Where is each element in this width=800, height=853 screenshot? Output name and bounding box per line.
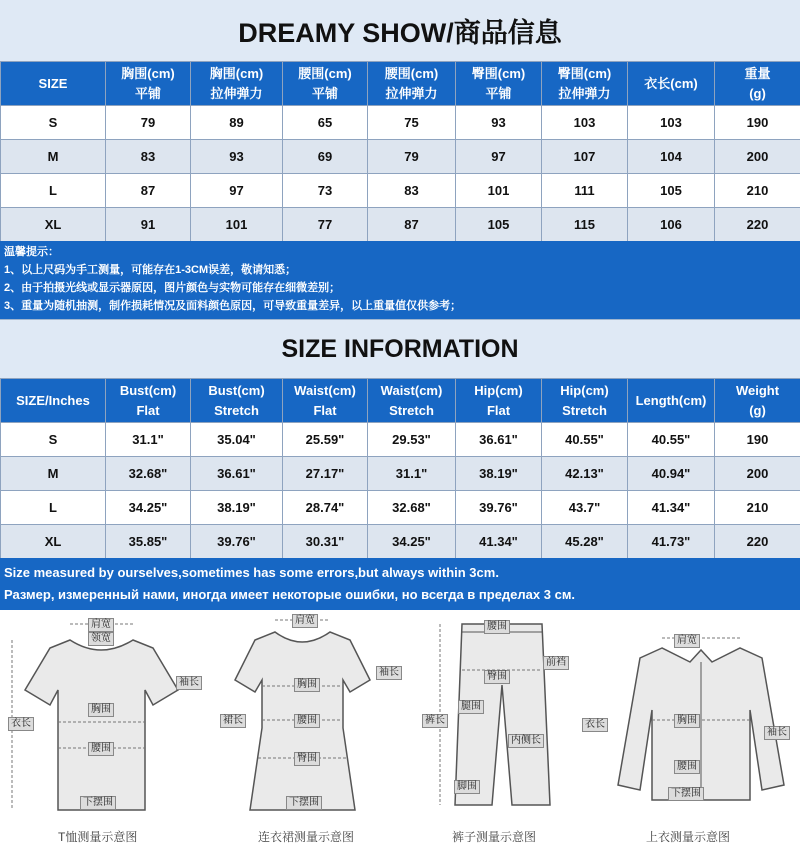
notes-en <box>0 558 800 610</box>
table-row <box>1 423 800 457</box>
table-cell: 32.68" <box>368 491 456 525</box>
page-title-cn: DREAMY SHOW/商品信息 <box>238 18 562 48</box>
dress-label-chest: 胸围 <box>294 678 320 692</box>
table-cell: 40.94" <box>628 457 715 491</box>
pants-diagram <box>400 610 600 853</box>
table-cell: 83 <box>106 140 191 174</box>
table-cell: 83 <box>368 174 456 208</box>
table-cell: 87 <box>368 208 456 242</box>
table-cell: 107 <box>542 140 628 174</box>
note-line: Размер, измеренный нами, иногда имеет некоторые ошибки, но всегда в пределах 3 см. <box>4 587 576 602</box>
title-band-cn <box>0 0 800 62</box>
dress-label-sleeve: 袖长 <box>376 666 402 680</box>
table-cell: 39.76" <box>191 525 283 559</box>
tshirt-label-shoulder: 肩宽 <box>88 618 114 632</box>
table-row <box>1 525 800 559</box>
header-cell: Hip(cm) Stretch <box>542 379 628 423</box>
table-cell: 79 <box>106 106 191 140</box>
table-row <box>1 208 800 242</box>
header-cell: 腰围(cm) 平铺 <box>283 62 368 106</box>
table-cell: 89 <box>191 106 283 140</box>
tshirt-label-sleeve: 袖长 <box>176 676 202 690</box>
header-cell: Waist(cm) Flat <box>283 379 368 423</box>
table-cell: 115 <box>542 208 628 242</box>
tshirt-label-neck: 领宽 <box>88 632 114 646</box>
pants-label-waist: 腰围 <box>484 620 510 634</box>
header-cell: Length(cm) <box>628 379 715 423</box>
tshirt-label-chest: 胸围 <box>88 703 114 717</box>
table-cell: 39.76" <box>456 491 542 525</box>
measurement-diagrams <box>0 610 800 853</box>
header-cell: 重量 (g) <box>715 62 800 106</box>
tshirt-label-hem: 下摆围 <box>80 796 116 810</box>
table-cell: 106 <box>628 208 715 242</box>
header-cell: Hip(cm) Flat <box>456 379 542 423</box>
table-cell: 87 <box>106 174 191 208</box>
table-cell: 69 <box>283 140 368 174</box>
table-cell: XL <box>1 525 106 559</box>
header-cell: Waist(cm) Stretch <box>368 379 456 423</box>
table-row <box>1 174 800 208</box>
pants-label-length: 裤长 <box>422 714 448 728</box>
table-cell: 29.53" <box>368 423 456 457</box>
table-row <box>1 106 800 140</box>
table-cell: 200 <box>715 140 800 174</box>
header-cell: 胸围(cm) 平铺 <box>106 62 191 106</box>
jacket-label-hem: 下摆围 <box>668 787 704 801</box>
notes-cn <box>0 241 800 319</box>
table-header-row <box>1 62 800 106</box>
table-cell: 35.85" <box>106 525 191 559</box>
table-cell: S <box>1 423 106 457</box>
title-band-en <box>0 319 800 380</box>
table-cell: 41.34" <box>628 491 715 525</box>
jacket-label-sleeve: 袖长 <box>764 726 790 740</box>
note-line: 3、重量为随机抽测，制作损耗情况及面料颜色原因，可导致重量差异，以上重量值仅供参考； <box>4 300 462 312</box>
jacket-label-length: 衣长 <box>582 718 608 732</box>
table-cell: S <box>1 106 106 140</box>
table-cell: 105 <box>628 174 715 208</box>
table-cell: 34.25" <box>368 525 456 559</box>
header-cell: SIZE/Inches <box>1 379 106 423</box>
table-cell: 28.74" <box>283 491 368 525</box>
table-cell: 42.13" <box>542 457 628 491</box>
pants-label-inseam: 内侧长 <box>508 734 544 748</box>
table-cell: 220 <box>715 525 800 559</box>
header-cell: 臀围(cm) 平铺 <box>456 62 542 106</box>
size-table-en <box>0 378 800 559</box>
table-cell: 93 <box>456 106 542 140</box>
table-cell: 73 <box>283 174 368 208</box>
pants-label-thigh: 腿围 <box>458 700 484 714</box>
table-row <box>1 140 800 174</box>
dress-label-length: 裙长 <box>220 714 246 728</box>
table-cell: 36.61" <box>456 423 542 457</box>
header-cell: 胸围(cm) 拉伸弹力 <box>191 62 283 106</box>
pants-label-leg-opening: 脚围 <box>454 780 480 794</box>
table-cell: 104 <box>628 140 715 174</box>
table-cell: 190 <box>715 423 800 457</box>
header-cell: Bust(cm) Stretch <box>191 379 283 423</box>
table-cell: 105 <box>456 208 542 242</box>
table-cell: 25.59" <box>283 423 368 457</box>
header-cell: SIZE <box>1 62 106 106</box>
table-cell: L <box>1 491 106 525</box>
pants-label-hip: 臀围 <box>484 670 510 684</box>
table-cell: 40.55" <box>628 423 715 457</box>
pants-label-front-rise: 前裆 <box>543 656 569 670</box>
table-cell: 79 <box>368 140 456 174</box>
table-cell: 97 <box>191 174 283 208</box>
table-cell: 32.68" <box>106 457 191 491</box>
table-cell: 210 <box>715 174 800 208</box>
table-cell: 103 <box>542 106 628 140</box>
table-row <box>1 457 800 491</box>
dress-caption: 连衣裙测量示意图 <box>258 830 355 844</box>
jacket-label-shoulder: 肩宽 <box>674 634 700 648</box>
table-cell: 77 <box>283 208 368 242</box>
table-cell: 111 <box>542 174 628 208</box>
table-cell: 35.04" <box>191 423 283 457</box>
table-cell: 34.25" <box>106 491 191 525</box>
dress-label-hem: 下摆围 <box>286 796 322 810</box>
dress-label-waist: 腰围 <box>294 714 320 728</box>
table-cell: 101 <box>191 208 283 242</box>
tshirt-diagram <box>0 610 200 853</box>
table-cell: 190 <box>715 106 800 140</box>
table-cell: XL <box>1 208 106 242</box>
table-cell: M <box>1 140 106 174</box>
note-line: 1、以上尺码为手工测量，可能存在1-3CM误差，敬请知悉； <box>4 264 297 276</box>
table-cell: 38.19" <box>456 457 542 491</box>
jacket-label-waist: 腰围 <box>674 760 700 774</box>
table-cell: 31.1" <box>368 457 456 491</box>
table-cell: 38.19" <box>191 491 283 525</box>
table-row <box>1 491 800 525</box>
table-cell: 200 <box>715 457 800 491</box>
tshirt-caption: T恤测量示意图 <box>58 830 138 844</box>
dress-label-shoulder: 肩宽 <box>292 614 318 628</box>
jacket-caption: 上衣测量示意图 <box>646 830 731 844</box>
table-cell: 75 <box>368 106 456 140</box>
header-cell: 衣长(cm) <box>628 62 715 106</box>
table-cell: 40.55" <box>542 423 628 457</box>
size-table-cn <box>0 61 800 242</box>
note-line: Size measured by ourselves,sometimes has some errors,but always within 3cm. <box>4 565 499 580</box>
note-line: 温馨提示： <box>4 246 59 258</box>
dress-diagram <box>200 610 400 853</box>
tshirt-label-waist: 腰围 <box>88 742 114 756</box>
table-cell: 36.61" <box>191 457 283 491</box>
page-title-en: SIZE INFORMATION <box>281 335 519 363</box>
table-cell: M <box>1 457 106 491</box>
table-cell: 30.31" <box>283 525 368 559</box>
table-cell: 65 <box>283 106 368 140</box>
table-cell: 41.73" <box>628 525 715 559</box>
table-cell: 41.34" <box>456 525 542 559</box>
pants-caption: 裤子测量示意图 <box>452 830 537 844</box>
table-cell: 93 <box>191 140 283 174</box>
header-cell: Weight (g) <box>715 379 800 423</box>
table-cell: 27.17" <box>283 457 368 491</box>
table-cell: 31.1" <box>106 423 191 457</box>
tshirt-label-length: 衣长 <box>8 717 34 731</box>
dress-label-hip: 臀围 <box>294 752 320 766</box>
table-cell: 45.28" <box>542 525 628 559</box>
table-cell: 43.7" <box>542 491 628 525</box>
jacket-label-chest: 胸围 <box>674 714 700 728</box>
note-line: 2、由于拍摄光线或显示器原因，图片颜色与实物可能存在细微差别； <box>4 282 341 294</box>
header-cell: 臀围(cm) 拉伸弹力 <box>542 62 628 106</box>
table-cell: 97 <box>456 140 542 174</box>
header-cell: 腰围(cm) 拉伸弹力 <box>368 62 456 106</box>
table-header-row <box>1 379 800 423</box>
table-cell: 91 <box>106 208 191 242</box>
table-cell: 103 <box>628 106 715 140</box>
table-cell: 210 <box>715 491 800 525</box>
header-cell: Bust(cm) Flat <box>106 379 191 423</box>
table-cell: 101 <box>456 174 542 208</box>
table-cell: 220 <box>715 208 800 242</box>
table-cell: L <box>1 174 106 208</box>
